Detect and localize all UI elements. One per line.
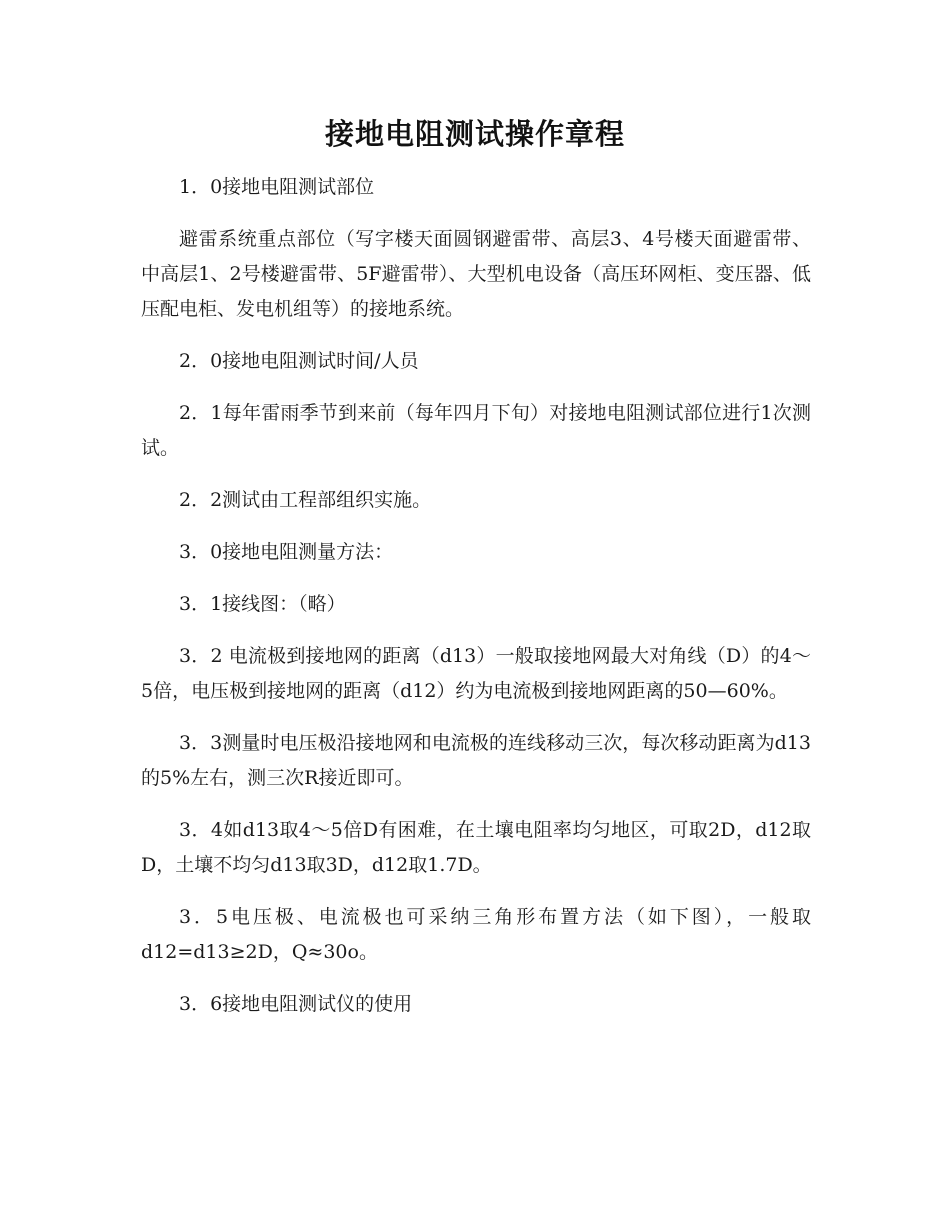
paragraph-section-2-1: 2．1每年雷雨季节到来前（每年四月下旬）对接地电阻测试部位进行1次测试。 [141,402,811,459]
paragraph-section-3-3: 3．3测量时电压极沿接地网和电流极的连线移动三次，每次移动距离为d13的5%左右，测三次R接近即可。 [141,732,811,789]
paragraph-section-3-4: 3．4如d13取4～5倍D有困难，在土壤电阻率均匀地区，可取2D，d12取D，土壤不均匀d13取3D，d12取1.7D。 [141,819,811,876]
paragraph-section-3-5: 3．5电压极、电流极也可采纳三角形布置方法（如下图），一般取d12=d13≥2D，Q≈30o。 [141,906,811,963]
paragraph-test-locations: 避雷系统重点部位（写字楼天面圆钢避雷带、高层3、4号楼天面避雷带、中高层1、2号楼避雷带、5F避雷带）、大型机电设备（高压环网柜、变压器、低压配电柜、发电机组等）的接地系统。 [141,228,811,320]
paragraph-section-2-2: 2．2测试由工程部组织实施。 [179,489,432,511]
paragraph-section-3-2: 3．2 电流极到接地网的距离（d13）一般取接地网最大对角线（D）的4～5倍，电压极到接地网的距离（d12）约为电流极到接地网距离的50—60%。 [141,645,811,702]
paragraph-section-3-6: 3．6接地电阻测试仪的使用 [179,993,413,1015]
paragraph-section-2-0: 2．0接地电阻测试时间/人员 [179,350,419,372]
paragraph-section-1-0: 1．0接地电阻测试部位 [179,176,375,198]
document-body [141,170,811,1039]
paragraph-section-3-1: 3．1接线图：（略） [179,593,346,615]
document-title: 接地电阻测试操作章程 [324,117,625,151]
paragraph-section-3-0: 3．0接地电阻测量方法： [179,541,394,563]
